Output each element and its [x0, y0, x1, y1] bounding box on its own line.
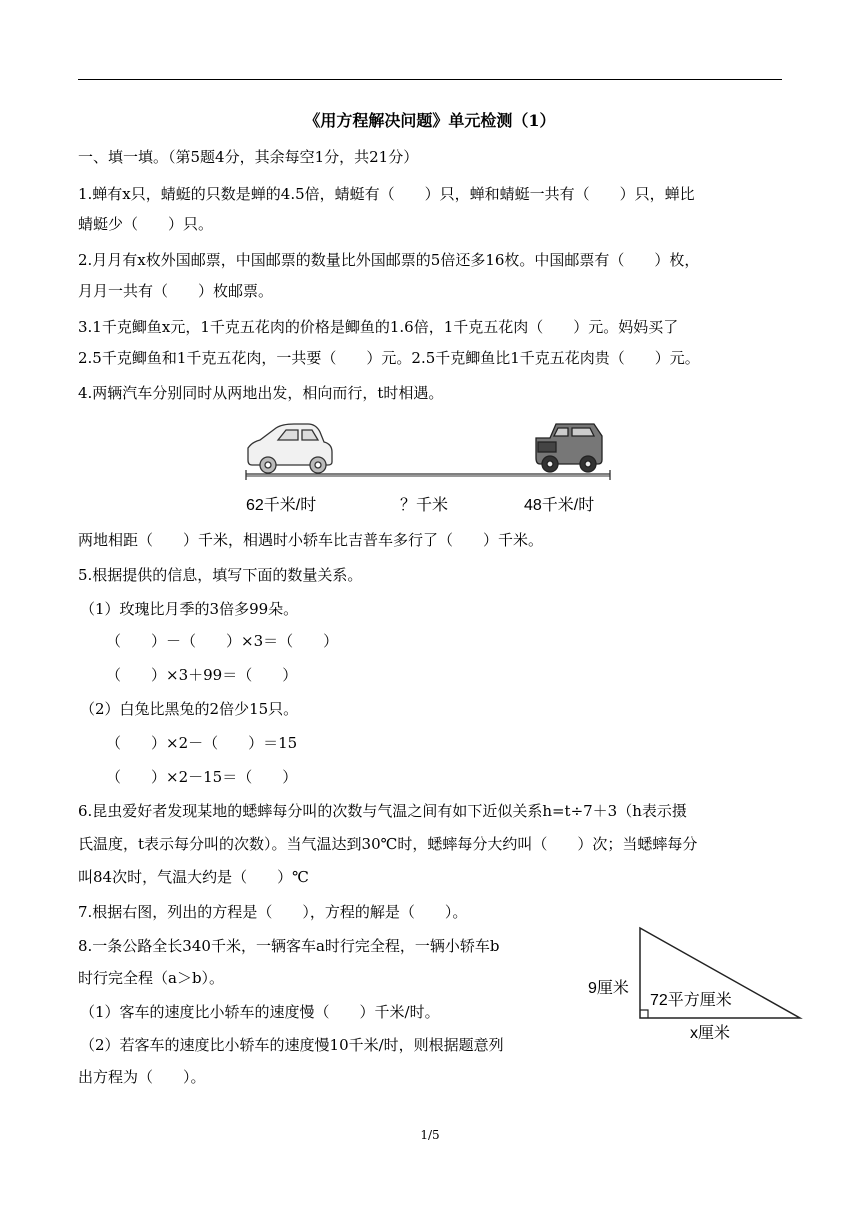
q6-line1: 6.昆虫爱好者发现某地的蟋蟀每分叫的次数与气温之间有如下近似关系h=t÷7＋3（h表示摄	[78, 802, 687, 820]
q6-line3: 叫84次时，气温大约是（ ）℃	[78, 868, 309, 886]
q8-part1: （1）客车的速度比小轿车的速度慢（ ）千米/时。	[80, 1003, 440, 1021]
document-title: 《用方程解决问题》单元检测（1）	[304, 111, 556, 130]
q3-line2: 2.5千克鲫鱼和1千克五花肉，一共要（ ）元。2.5千克鲫鱼比1千克五花肉贵（ ）元。	[78, 349, 700, 367]
q1-line2: 蜻蜓少（ ）只。	[78, 215, 214, 233]
q5-part2-equation-a: （ ）×2－（ ）＝15	[106, 734, 298, 752]
section-heading: 一、填一填。（第5题4分，其余每空1分，共21分）	[78, 148, 419, 166]
triangle-base-label: x厘米	[690, 1025, 731, 1042]
q2-line2: 月月一共有（ ）枚邮票。	[78, 282, 274, 300]
page-number: 1/5	[420, 1128, 440, 1142]
q5-part1: （1）玫瑰比月季的3倍多99朵。	[80, 600, 299, 618]
q1-line1: 1.蝉有x只，蜻蜓的只数是蝉的4.5倍，蜻蜓有（ ）只，蝉和蜻蜓一共有（ ）只，蝉比	[78, 185, 695, 203]
q3-line1: 3.1千克鲫鱼x元，1千克五花肉的价格是鲫鱼的1.6倍，1千克五花肉（ ）元。妈妈买了	[78, 318, 679, 336]
q7-line: 7.根据右图，列出的方程是（ ），方程的解是（ ）。	[78, 903, 468, 921]
q2-line1: 2.月月有x枚外国邮票，中国邮票的数量比外国邮票的5倍还多16枚。中国邮票有（ ）枚，	[78, 251, 700, 269]
q4-stem: 4.两辆汽车分别同时从两地出发，相向而行，t时相遇。	[78, 384, 444, 402]
right-angle-mark	[640, 1010, 648, 1018]
triangle-area-label: 72平方厘米	[650, 992, 732, 1009]
right-speed-label: 48千米/时	[524, 497, 595, 514]
q5-part2-equation-b: （ ）×2－15＝（ ）	[106, 768, 298, 786]
q5-part1-equation-b: （ ）×3＋99＝（ ）	[106, 666, 298, 684]
left-speed-label: 62千米/时	[246, 497, 317, 514]
distance-label: ？千米	[400, 497, 449, 514]
jeep-car-icon	[536, 424, 602, 472]
q4-answer-line: 两地相距（ ）千米，相遇时小轿车比吉普车多行了（ ）千米。	[78, 531, 544, 549]
q8-line1: 8.一条公路全长340千米，一辆客车a时行完全程，一辆小轿车b	[78, 937, 500, 955]
q8-part2: （2）若客车的速度比小轿车的速度慢10千米/时，则根据题意列	[80, 1036, 504, 1054]
q5-stem: 5.根据提供的信息，填写下面的数量关系。	[78, 566, 363, 584]
q5-part1-equation-a: （ ）－（ ）×3＝（ ）	[106, 632, 339, 650]
sedan-car-icon	[248, 424, 332, 473]
q8-line5: 出方程为（ ）。	[78, 1068, 206, 1086]
q5-part2: （2）白兔比黑兔的2倍少15只。	[80, 700, 299, 718]
q6-line2: 氏温度，t表示每分叫的次数）。当气温达到30℃时，蟋蟀每分大约叫（ ）次；当蟋蟀每分	[78, 835, 698, 853]
triangle-height-label: 9厘米	[588, 980, 629, 997]
q8-line2: 时行完全程（a＞b）。	[78, 969, 225, 987]
header-rule	[78, 79, 782, 80]
